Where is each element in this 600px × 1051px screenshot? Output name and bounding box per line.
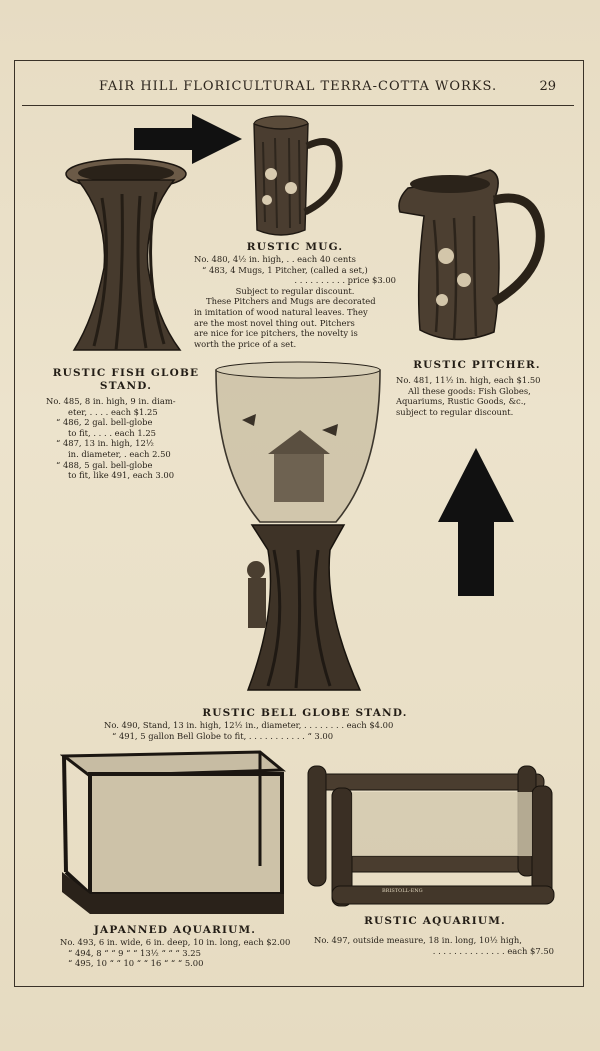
bell-globe-stand-illustration bbox=[212, 360, 384, 705]
arrow-right-icon bbox=[134, 114, 244, 164]
fish-globe-line: in. diameter, . each 2.50 bbox=[68, 448, 171, 459]
japanned-line: No. 493, 6 in. wide, 6 in. deep, 10 in. long, each $2.00 bbox=[60, 937, 291, 947]
fish-globe-caption-1: RUSTIC FISH GLOBE bbox=[52, 367, 200, 379]
mug-line: worth the price of a set. bbox=[194, 338, 297, 349]
japanned-aquarium-description bbox=[60, 937, 300, 969]
rustic-pitcher-caption: RUSTIC PITCHER. bbox=[413, 359, 541, 371]
rustic-mug-caption: RUSTIC MUG. bbox=[246, 241, 344, 253]
rustic-pitcher-illustration bbox=[394, 160, 546, 350]
page-number: 29 bbox=[539, 79, 556, 94]
pitcher-line: No. 481, 11½ in. high, each $1.50 bbox=[396, 375, 541, 385]
pitcher-line: Aquariums, Rustic Goods, &c., bbox=[396, 396, 527, 407]
japanned-aquarium-illustration bbox=[60, 748, 286, 920]
mug-line: are the most novel thing out. Pitchers bbox=[194, 317, 355, 328]
rustic-aquarium-line-1: No. 497, outside measure, 18 in. long, 10½ high, bbox=[314, 935, 522, 945]
fish-globe-caption-2: STAND. bbox=[99, 380, 153, 392]
fish-globe-line: “ 488, 5 gal. bell-globe bbox=[56, 459, 153, 470]
fish-globe-line: “ 487, 13 in. high, 12½ bbox=[56, 438, 154, 449]
mug-line: . . . . . . . . . . price $3.00 bbox=[294, 275, 396, 286]
rustic-aquarium-caption: RUSTIC AQUARIUM. bbox=[364, 915, 506, 927]
japanned-aquarium-caption: JAPANNED AQUARIUM. bbox=[93, 924, 257, 936]
rustic-pitcher-description bbox=[396, 375, 572, 417]
engraver-signature: BRISTOLL-ENG bbox=[382, 888, 423, 894]
mug-line: in imitation of wood natural leaves. They bbox=[194, 306, 368, 317]
fish-globe-line: “ 486, 2 gal. bell-globe bbox=[56, 417, 153, 428]
mug-line: No. 480, 4½ in. high, . . each 40 cents bbox=[194, 254, 356, 264]
pitcher-line: subject to regular discount. bbox=[396, 406, 514, 417]
bell-globe-line-1: No. 490, Stand, 13 in. high, 12½ in., diameter, . . . . . . . . each $4.00 bbox=[104, 720, 394, 730]
japanned-line: “ 495, 10 “ “ 10 “ “ 16 “ “ “ 5.00 bbox=[68, 958, 204, 969]
mug-line: Subject to regular discount. bbox=[235, 285, 355, 296]
arrow-up-icon bbox=[438, 448, 514, 598]
japanned-line: “ 494, 8 “ “ 9 “ “ 13½ “ “ “ 3.25 bbox=[68, 947, 201, 958]
fish-globe-stand-illustration bbox=[64, 158, 190, 358]
bell-globe-caption: RUSTIC BELL GLOBE STAND. bbox=[202, 707, 408, 719]
header-rule bbox=[22, 105, 574, 106]
fish-globe-line: eter, . . . . each $1.25 bbox=[68, 406, 158, 417]
rustic-aquarium-line-2: . . . . . . . . . . . . . . each $7.50 bbox=[432, 946, 554, 956]
bell-globe-line-2: “ 491, 5 gallon Bell Globe to fit, . . . . . . . . . . . “ 3.00 bbox=[112, 731, 334, 741]
rustic-mug-illustration bbox=[245, 112, 349, 240]
rustic-aquarium-illustration bbox=[304, 760, 556, 910]
page-header-title: FAIR HILL FLORICULTURAL TERRA-COTTA WORKS. bbox=[99, 79, 498, 94]
pitcher-line: All these goods: Fish Globes, bbox=[408, 385, 531, 396]
mug-line: are nice for ice pitchers, the novelty is bbox=[194, 328, 358, 339]
mug-line: “ 483, 4 Mugs, 1 Pitcher, (called a set,) bbox=[202, 264, 368, 275]
rustic-mug-description bbox=[194, 254, 396, 349]
mug-line: These Pitchers and Mugs are decorated bbox=[206, 296, 376, 307]
fish-globe-description bbox=[46, 396, 206, 481]
fish-globe-line: to fit, . . . . each 1.25 bbox=[68, 427, 156, 438]
fish-globe-line: No. 485, 8 in. high, 9 in. diam- bbox=[46, 396, 176, 406]
fish-globe-line: to fit, like 491, each 3.00 bbox=[68, 470, 175, 481]
